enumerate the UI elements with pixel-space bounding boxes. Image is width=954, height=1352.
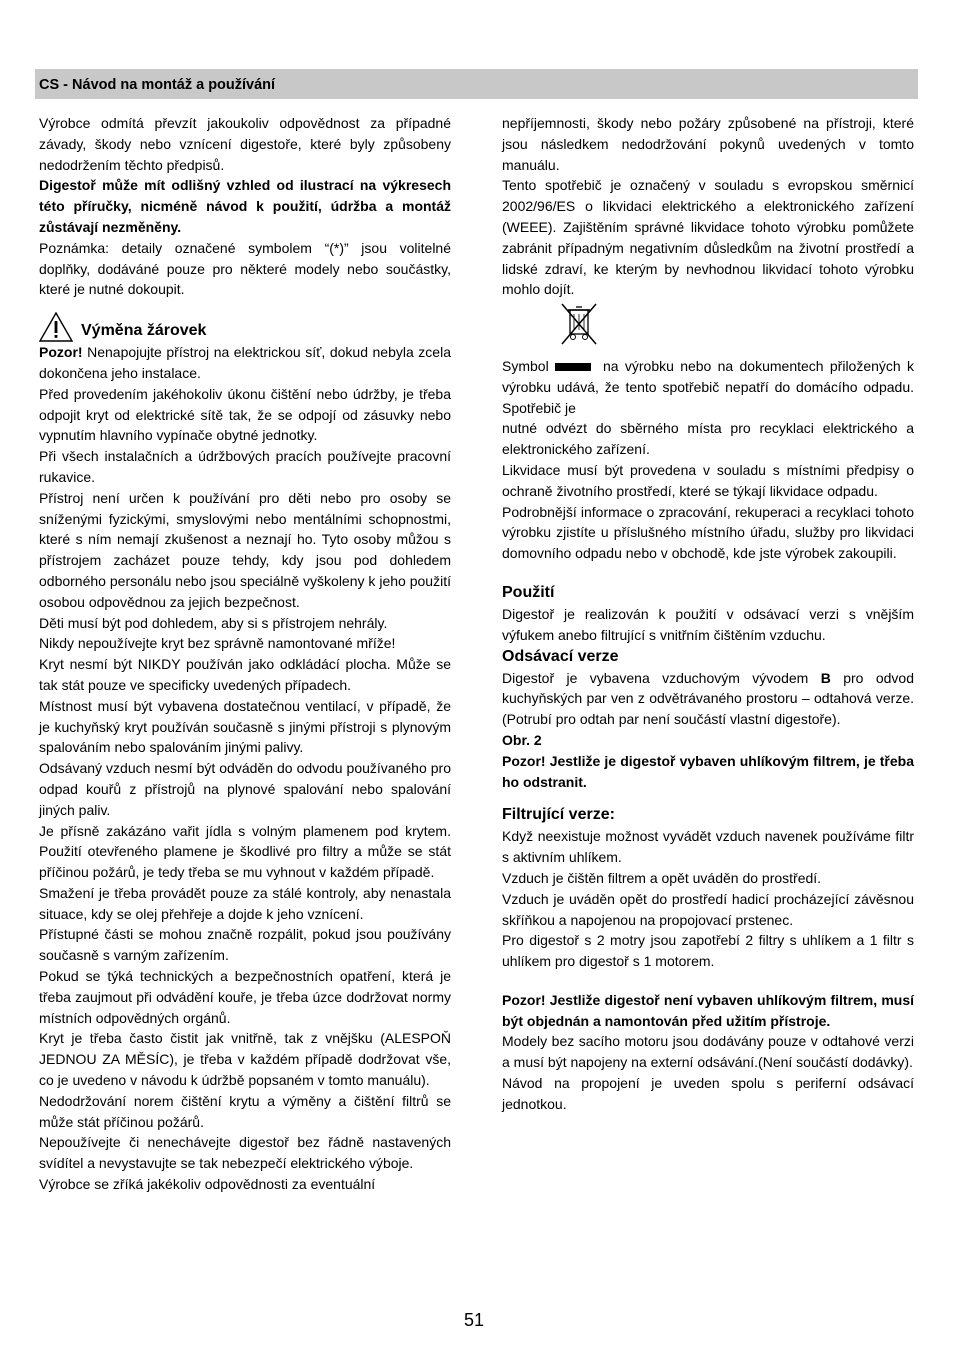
- weee-text: Tento spotřebič je označený v souladu s evropskou směrnicí 2002/96/ES o likvidaci elektrického a elektronického zařízení (WEEE). Zajištěním správné likvidace tohoto výrobku pomůžete zabránit případným negativním důsledkům na životní prostředí a lidské zdraví, ke kterým by nevhodnou likvidací tohoto výrobku mohlo dojít.: [502, 177, 914, 298]
- section-header: [35, 69, 918, 99]
- paragraph: Když neexistuje možnost vyvádět vzduch navenek používáme filtr s aktivním uhlíkem.: [502, 828, 914, 866]
- black-bar-icon: [555, 363, 591, 371]
- warning-text: Nenapojujte přístroj na elektrickou síť, dokud nebyla zcela dokončena jeho instalace.: [39, 344, 451, 381]
- continuation-text: nepříjemnosti, škody nebo požáry způsobené na přístroji, které jsou následkem nedodržování pokynů uvedených v tomto manuálu.: [502, 115, 914, 173]
- symbol-paragraph: [502, 356, 914, 418]
- paragraph: Výrobce se zříká jakékoliv odpovědnosti za eventuální: [39, 1176, 376, 1193]
- paragraph: Nepoužívejte či nenechávejte digestoř bez řádně nastavených svídítel a nevystavujte se tak nebezpečí elektrického výboje.: [39, 1134, 451, 1172]
- paragraph: Modely bez sacího motoru jsou dodávány pouze v odtahové verzi a musí být napojeny na externí odsávání.(Není součástí dodávky).: [502, 1033, 914, 1071]
- intro-text: Výrobce odmítá převzít jakoukoliv odpovědnost za případné závady, škody nebo vznícení digestoře, které byly způsobeny nedodržením těchto předpisů.: [39, 115, 451, 173]
- intro-bold-text: Digestoř může mít odlišný vzhled od ilustrací na výkresech této příručky, nicméně návod k použití, údržba a montáž zůstávají nezměněny.: [39, 177, 451, 235]
- paragraph: Pro digestoř s 2 motry jsou zapotřebí 2 filtry s uhlíkem a 1 filtr s uhlíkem pro digestoř s 1 motorem.: [502, 932, 914, 970]
- paragraph: Pokud se týká technických a bezpečnostních opatření, která je třeba zaujmout při odvádění kouře, je třeba úzce dodržovat normy místních odpovědných orgánů.: [39, 968, 451, 1026]
- section-title: Výměna žárovek: [81, 322, 207, 340]
- warning-triangle-icon: [39, 312, 73, 342]
- paragraph: Místnost musí být vybavena dostatečnou ventilací, v případě, že je kuchyňský kryt používán současně s jinými přístroji s plynovým spalováním nebo spalováním jinými palivy.: [39, 697, 451, 756]
- paragraph: nutné odvézt do sběrného místa pro recyklaci elektrického a elektronického zařízení.: [502, 420, 914, 458]
- section-heading-bulbs: [39, 312, 451, 342]
- paragraph: Kryt nesmí být NIKDY používán jako odkládácí plocha. Může se tak stát pouze ve specificky uvedených případech.: [39, 656, 451, 693]
- exhaust-text: [502, 668, 914, 730]
- use-text: Digestoř je realizován k použití v odsávací verzi s vnějším výfukem anebo filtrující s vnitřním čištěním vzduchu.: [502, 605, 914, 643]
- paragraph: Před provedením jakéhokoliv úkonu čištění nebo údržby, je třeba odpojit kryt od elektrické sítě tak, že se odpojí od zásuvky nebo vypnutím hlavního vypínače obytné jednotky.: [39, 385, 451, 444]
- symbol-text: na výrobku nebo na dokumentech přiložených k výrobku udává, že tento spotřebič nepatří do domácího odpadu. Spotřebič je: [502, 357, 914, 416]
- paragraph: Smažení je třeba provádět pouze za stálé kontroly, aby nenastala situace, kdy se olej přehřeje a dojde k jeho vznícení.: [39, 884, 451, 922]
- exhaust-outlet-label: B: [820, 669, 831, 686]
- paragraph: Návod na propojení je uveden spolu s periferní odsávací jednotkou.: [502, 1075, 914, 1112]
- note-text: Poznámka: detaily označené symbolem “(*)” jsou volitelné doplňky, dodáváné pouze pro některé modely nebo součástky, které je nutné dokoupit.: [39, 239, 451, 298]
- filter-warning: Pozor! Jestliže digestoř není vybaven uhlíkovým filtrem, musí být objednán a namontován před užitím přístroje.: [502, 991, 914, 1029]
- exhaust-text-a: Digestoř je vybavena vzduchovým vývodem: [502, 669, 821, 686]
- paragraph: Přístupné části se mohou značně rozpálit, pokud jsou používány současně s varným zařízením.: [39, 926, 451, 964]
- left-column: [39, 113, 451, 1195]
- exhaust-text-b: pro odvod kuchyňských par ven z odvětrávaného prostoru – odtahová verze.(Potrubí pro odtah par není součástí vlastní digestoře).: [502, 669, 914, 728]
- symbol-word: Symbol: [502, 357, 549, 374]
- warning-label: Pozor!: [39, 344, 83, 361]
- filter-title: Filtrující verze:: [502, 806, 615, 824]
- paragraph: Odsávaný vzduch nesmí být odváděn do odvodu používaného pro odpad kouřů z přístrojů na plynové spalování nebo spalování jiných paliv.: [39, 760, 451, 818]
- paragraph: Nikdy nepoužívejte kryt bez správně namontované mříže!: [39, 635, 396, 652]
- use-title: Použití: [502, 583, 555, 601]
- paragraph: Při všech instalačních a údržbových pracích používejte pracovní rukavice.: [39, 448, 451, 485]
- warning-paragraph: [39, 342, 451, 384]
- paragraph: Je přísně zakázáno vařit jídla s volným plamenem pod krytem. Použití otevřeného plamene je škodlivé pro filtry a může se stát příčinou požárů, je tedy třeba se mu vyhnout v každém případě.: [39, 822, 451, 881]
- paragraph: Likvidace musí být provedena v souladu s místními předpisy o ochraně životního prostředí, které se týkají likvidace odpadu.: [502, 461, 914, 499]
- exhaust-title: Odsávací verze: [502, 647, 619, 665]
- right-column: [502, 113, 914, 1115]
- paragraph: Vzduch je čištěn filtrem a opět uváděn do prostředí.: [502, 869, 822, 886]
- weee-bin-icon: [558, 302, 914, 352]
- figure-ref: Obr. 2: [502, 731, 542, 748]
- paragraph: Přístroj není určen k používání pro děti nebo pro osoby se sníženými fyzickými, smyslovými nebo mentálními schopnostmi, které s ním nemají zkušenost a neznají ho. Tyto osoby můžou s přístrojem zacházet pouze tehdy, kdy jsou pod dohledem odborného personálu nebo jsou speciálně vyškoleny k jeho použití osobou odpovědnou za jejich bezpečnost.: [39, 489, 451, 610]
- paragraph: Vzduch je uváděn opět do prostředí hadicí procházející závěsnou skříňkou a napojenou na propojovací prstenec.: [502, 890, 914, 928]
- header-title: CS - Návod na montáž a používání: [39, 77, 276, 93]
- paragraph: Nedodržování norem čištění krytu a výměny a čištění filtrů se může stát příčinou požárů.: [39, 1092, 451, 1130]
- paragraph: Podrobnější informace o zpracování, rekuperaci a recyklaci tohoto výrobku zjistíte u příslušného místního úřadu, služby pro likvidaci domovního odpadu nebo v obchodě, kde jste výrobek zakoupili.: [502, 503, 914, 562]
- paragraph: Kryt je třeba často čistit jak vnitřně, tak z vnějšku (ALESPOŇ JEDNOU ZA MĚSÍC), je třeba v každém případě dodržovat vše, co je uvedeno v návodu k údržbě popsaném v tomto manuálu).: [39, 1030, 451, 1089]
- page-number: 51: [464, 1310, 485, 1330]
- paragraph: Děti musí být pod dohledem, aby si s přístrojem nehrály.: [39, 614, 388, 631]
- exhaust-warning: Pozor! Jestliže je digestoř vybaven uhlíkovým filtrem, je třeba ho odstranit.: [502, 752, 914, 790]
